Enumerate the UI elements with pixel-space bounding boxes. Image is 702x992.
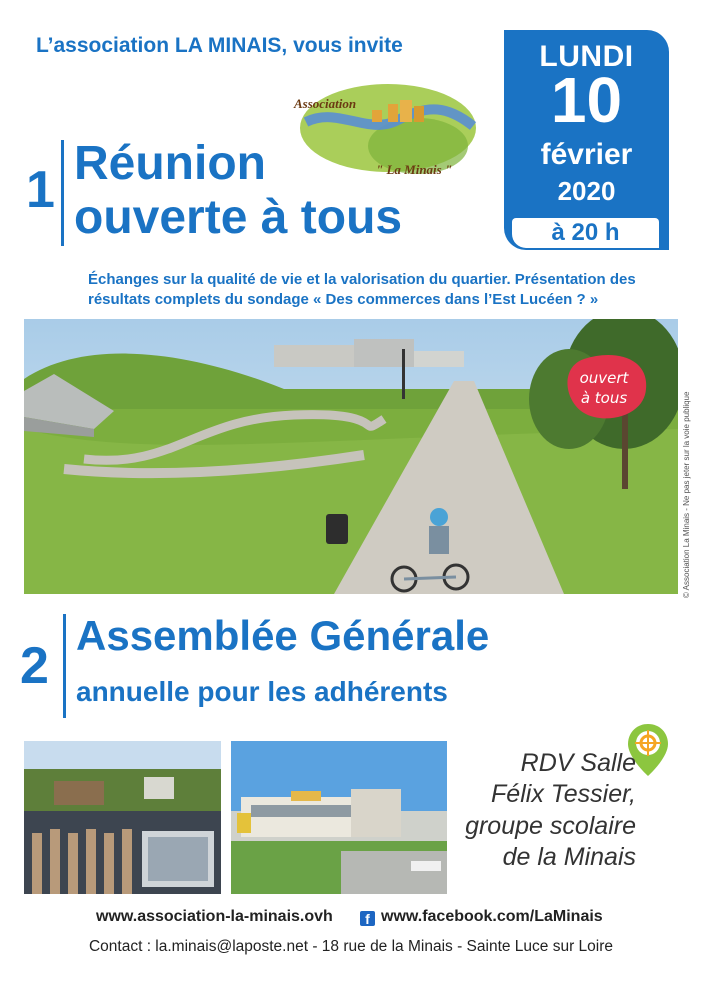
logo-text-la-minais: " La Minais " [376, 162, 453, 177]
contact-line: Contact : la.minais@laposte.net - 18 rue de la Minais - Sainte Luce sur Loire [88, 938, 614, 955]
section-1-title-line2: ouverte à tous [74, 191, 403, 244]
school-photo [231, 741, 447, 894]
open-to-all-sticker [567, 355, 646, 418]
garden-photo [24, 741, 221, 894]
facebook-link[interactable]: www.facebook.com/LaMinais [381, 908, 603, 925]
photo-credit: © Association La Minais - Ne pas jeter sur la voie publique [682, 391, 691, 598]
section-number-2: 2 [20, 637, 49, 695]
sticker-line1: ouvert [579, 369, 629, 387]
sticker-line2: à tous [580, 389, 628, 407]
meeting-location [452, 748, 636, 873]
section-1-description: Échanges sur la qualité de vie et la valorisation du quartier. Présentation des résultats complets du sondage « Des commerces dans l’Est Lucéen ? » [88, 271, 636, 309]
section-1-title-line1: Réunion [74, 137, 266, 190]
section-2-title: Assemblée Générale [76, 612, 490, 659]
park-photo [24, 319, 678, 594]
date-month: février [540, 138, 633, 171]
section-divider-1 [61, 140, 64, 246]
association-logo [288, 76, 478, 184]
location-line1: RDV Salle [520, 749, 636, 777]
date-box [504, 30, 669, 250]
facebook-icon: f [360, 911, 375, 926]
date-year: 2020 [557, 176, 616, 206]
location-line2: Félix Tessier, [491, 780, 636, 809]
location-line4: de la Minais [502, 842, 636, 871]
section-number-1: 1 [26, 161, 55, 219]
date-number: 10 [550, 64, 623, 136]
website-link[interactable]: www.association-la-minais.ovh [96, 908, 333, 925]
location-line3: groupe scolaire [465, 811, 636, 840]
date-time: à 20 h [512, 218, 659, 248]
date-day: LUNDI [539, 40, 634, 73]
logo-text-association: Association [294, 96, 357, 111]
section-divider-2 [63, 614, 66, 718]
invite-heading: L’association LA MINAIS, vous invite [36, 34, 403, 57]
section-2-subtitle: annuelle pour les adhérents [76, 676, 448, 707]
